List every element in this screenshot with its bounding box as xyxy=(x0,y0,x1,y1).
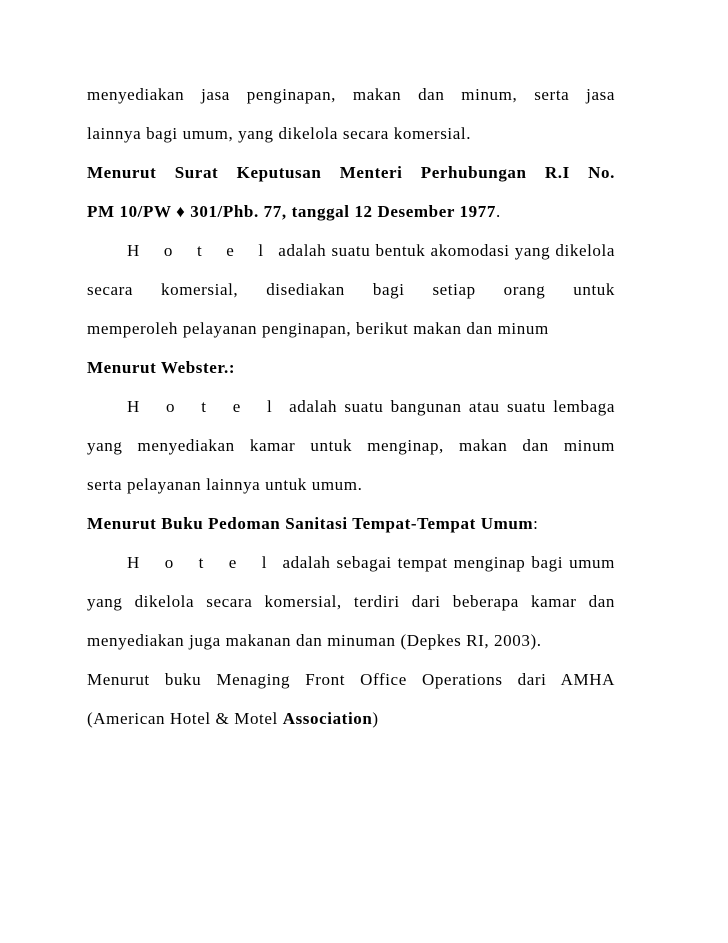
heading-line: Menurut Webster.: xyxy=(87,358,236,377)
paragraph-line: menyediakan juga makanan dan minuman (Depkes RI, 2003). xyxy=(87,631,542,650)
paragraph-line: menyediakan jasa penginapan, makan dan minum, serta jasa xyxy=(87,85,615,104)
paragraph-line: secara komersial, disediakan bagi setiap orang untuk xyxy=(87,280,615,299)
hotel-word: H o t e l xyxy=(127,397,282,416)
paragraph-line: yang menyediakan kamar untuk menginap, makan dan minum xyxy=(87,436,615,455)
definition-line: H o t e l adalah sebagai tempat menginap bagi umum xyxy=(127,553,615,572)
heading-line: Menurut Buku Pedoman Sanitasi Tempat-Tempat Umum: xyxy=(87,514,539,533)
definition-line: H o t e l adalah suatu bentuk akomodasi yang dikelola xyxy=(127,241,615,260)
paragraph-line: Menurut buku Menaging Front Office Operations dari AMHA xyxy=(87,670,615,689)
hotel-word: H o t e l xyxy=(127,553,277,572)
definition-line: H o t e l adalah suatu bangunan atau suatu lembaga xyxy=(127,397,615,416)
paragraph-line: memperoleh pelayanan penginapan, berikut makan dan minum xyxy=(87,319,549,338)
paragraph-line: (American Hotel & Motel Association) xyxy=(87,709,379,728)
heading-line: PM 10/PW ♦ 301/Phb. 77, tanggal 12 Desember 1977. xyxy=(87,202,501,221)
hotel-word: H o t e l xyxy=(127,241,274,260)
document-page xyxy=(87,84,615,747)
paragraph-line: yang dikelola secara komersial, terdiri dari beberapa kamar dan xyxy=(87,592,615,611)
paragraph-line: serta pelayanan lainnya untuk umum. xyxy=(87,475,363,494)
heading-line: Menurut Surat Keputusan Menteri Perhubungan R.I No. xyxy=(87,163,615,182)
paragraph-line: lainnya bagi umum, yang dikelola secara komersial. xyxy=(87,124,472,143)
